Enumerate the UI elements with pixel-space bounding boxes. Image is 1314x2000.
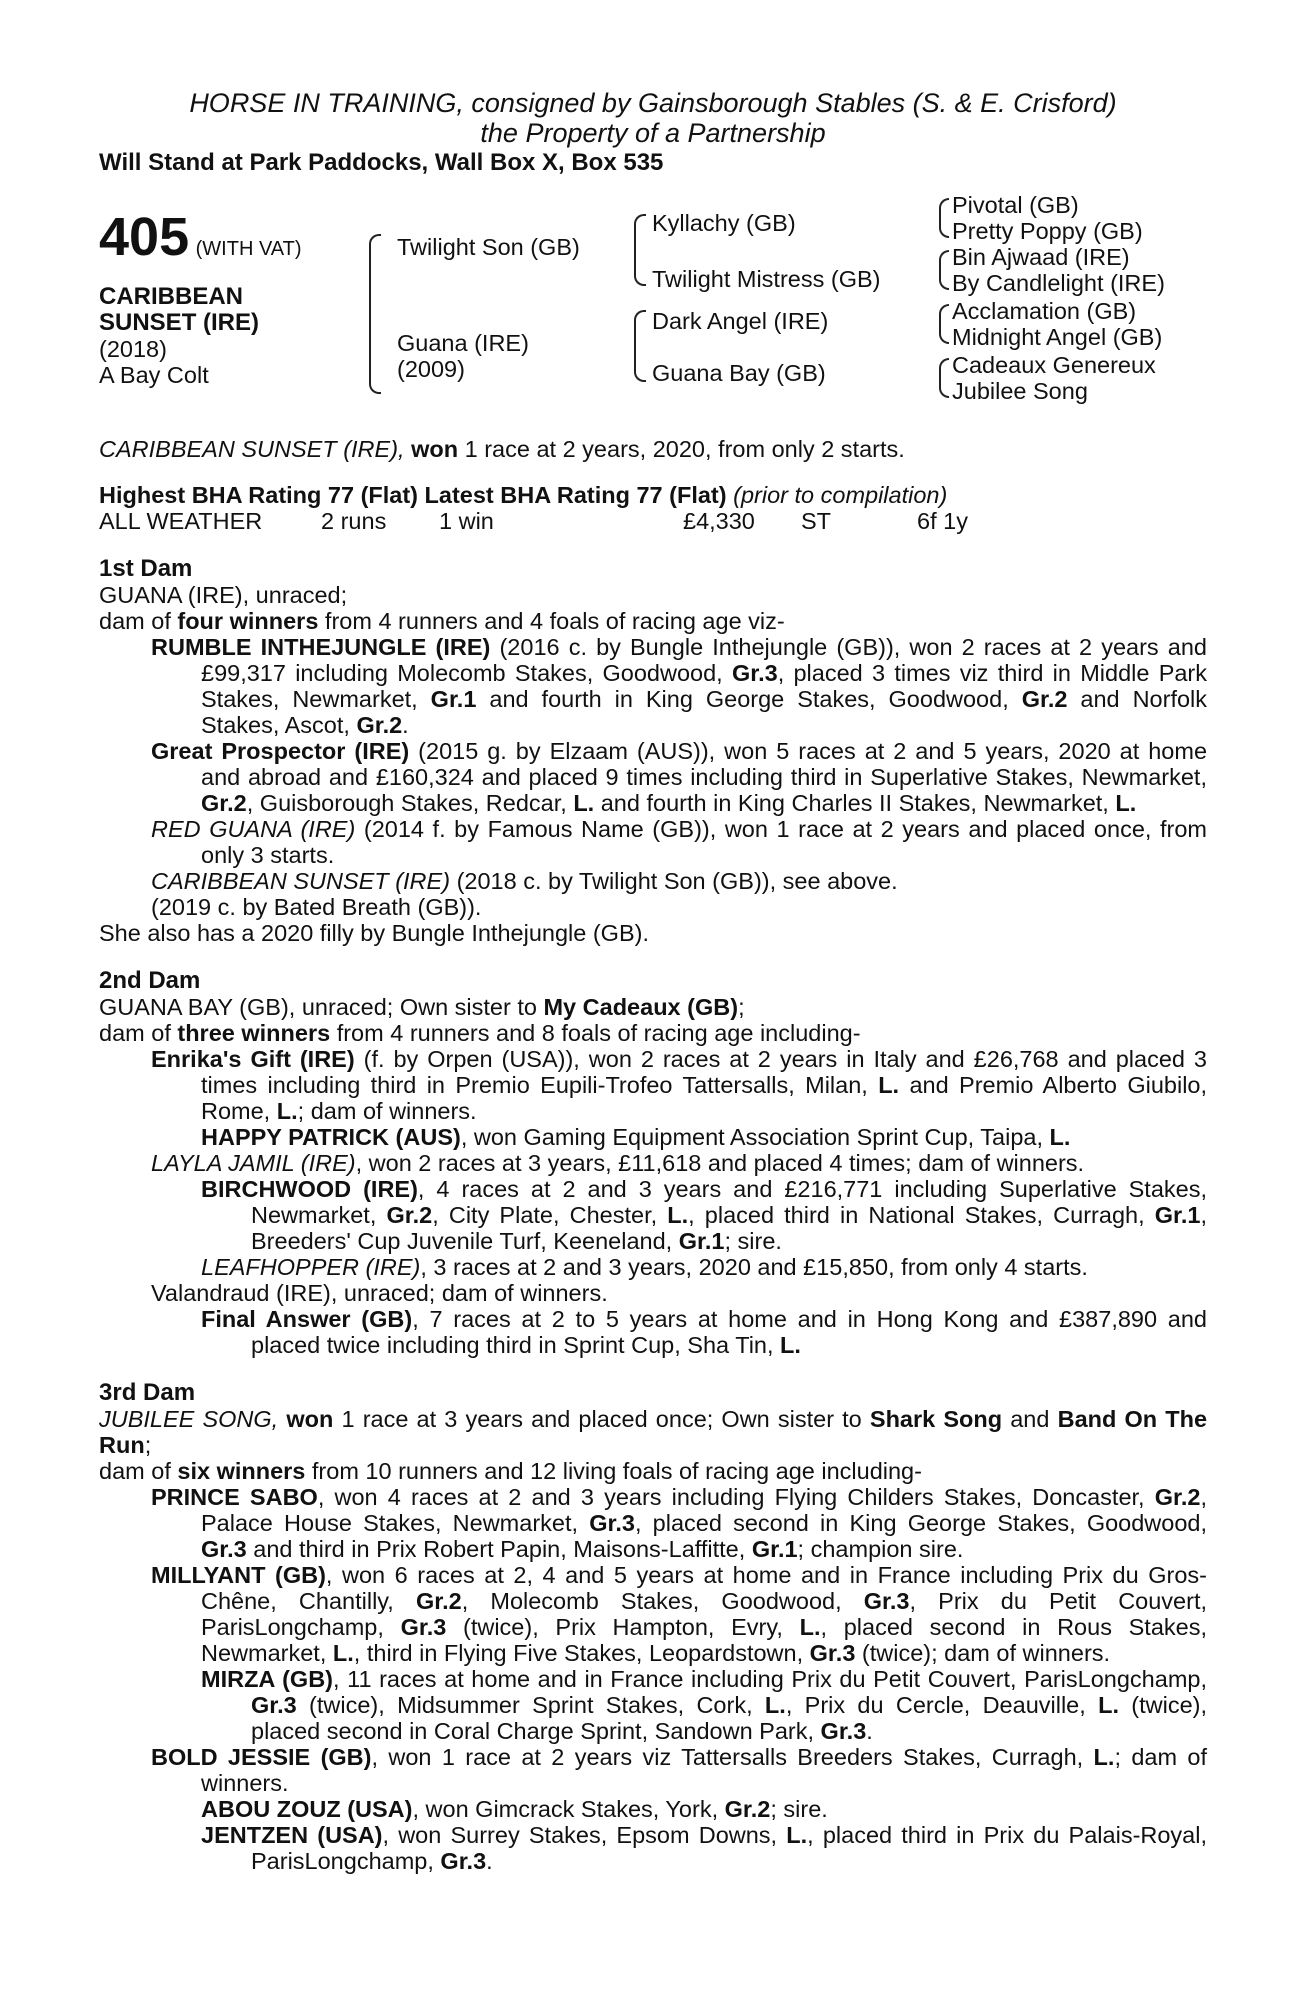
- summary-won: won: [411, 436, 459, 462]
- first-dam-note: She also has a 2020 filly by Bungle Inthejungle (GB).: [99, 920, 649, 946]
- dam-dam-dam: Jubilee Song: [952, 378, 1088, 404]
- grade: Gr.3: [589, 1510, 635, 1536]
- produce-entry: [99, 868, 1207, 894]
- text: .: [402, 712, 409, 738]
- text: , won 4 races at 2 and 3 years including Flying Childers Stakes, Doncaster,: [317, 1484, 1145, 1510]
- grade: L.: [780, 1332, 801, 1358]
- grade: Gr.1: [1154, 1202, 1201, 1228]
- text: , Guisborough Stakes, Redcar,: [246, 790, 567, 816]
- horse-name: Great Prospector (IRE): [151, 738, 410, 764]
- horse-name: PRINCE SABO: [151, 1484, 318, 1510]
- text: , placed second in King George Stakes, Goodwood,: [634, 1510, 1208, 1536]
- dam-sire: Dark Angel (IRE): [652, 308, 829, 334]
- produce-subentry: [99, 1176, 1207, 1254]
- summary-horse-name: CARIBBEAN SUNSET (IRE),: [99, 436, 405, 462]
- summary-rest: 1 race at 2 years, 2020, from only 2 starts.: [464, 436, 905, 462]
- text: , Prix du Petit Couvert, ParisLongchamp,: [201, 1588, 1208, 1640]
- text: , placed 3 times viz third in Middle Park Stakes, Newmarket,: [201, 660, 1208, 712]
- grade: L.: [786, 1822, 808, 1848]
- grade: Gr.2: [724, 1796, 771, 1822]
- horse-name: MIRZA (GB): [201, 1666, 334, 1692]
- form-wins: 1 win: [439, 508, 494, 534]
- form-surface: ALL WEATHER: [99, 508, 263, 534]
- text: ; dam of winners.: [201, 1744, 1207, 1796]
- text: from 10 runners and 12 living foals of racing age including-: [311, 1458, 922, 1484]
- text: , placed third in National Stakes, Curragh,: [688, 1202, 1145, 1228]
- grade: Gr.2: [1021, 686, 1068, 712]
- horse-name: HAPPY PATRICK (AUS): [201, 1124, 461, 1150]
- sire-dam: Twilight Mistress (GB): [652, 266, 881, 292]
- pedigree-brace-g3a: [939, 198, 949, 238]
- text: , 3 races at 2 and 3 years, 2020 and £15,850, from only 4 starts.: [420, 1254, 1088, 1280]
- form-distance: 6f 1y: [917, 508, 968, 534]
- first-dam-produce-summary: [99, 608, 1207, 634]
- text: , Molecomb Stakes, Goodwood,: [461, 1588, 842, 1614]
- horse-name: Final Answer (GB): [201, 1306, 413, 1332]
- horse-name: My Cadeaux (GB): [543, 994, 739, 1020]
- text: , 11 races at home and in France including Prix du Petit Couvert, ParisLongchamp,: [333, 1666, 1207, 1692]
- text: .: [486, 1848, 493, 1874]
- grade: L.: [573, 790, 595, 816]
- text: , placed third in Prix du Palais-Royal, ParisLongchamp,: [251, 1822, 1208, 1874]
- text: from 4 runners and 8 foals of racing age including-: [336, 1020, 861, 1046]
- grade: Gr.1: [678, 1228, 725, 1254]
- form-runs: 2 runs: [321, 508, 387, 534]
- text: ; dam of winners.: [297, 1098, 477, 1124]
- first-dam-line: GUANA (IRE), unraced;: [99, 582, 348, 608]
- horse-name: Band On The Run: [99, 1406, 1208, 1458]
- sire-sire-dam: Pretty Poppy (GB): [952, 218, 1143, 244]
- second-dam-produce-summary: [99, 1020, 1207, 1046]
- produce-entry: Valandraud (IRE), unraced; dam of winners.: [151, 1280, 608, 1306]
- text: (2016 c. by Bungle Inthejungle (GB)), won 2 races at 2 years and £99,317 including Molecomb Stakes, Goodwood,: [201, 634, 1207, 686]
- produce-entry: [99, 738, 1207, 816]
- text: GUANA BAY (GB), unraced; Own sister to: [99, 994, 537, 1020]
- text: , won 6 races at 2, 4 and 5 years at home and in France including Prix du Gros-Chêne, Chantilly,: [201, 1562, 1207, 1614]
- produce-entry: [99, 816, 1207, 868]
- produce-entry: [99, 1150, 1207, 1176]
- grade: Gr.2: [1154, 1484, 1201, 1510]
- grade: Gr.3: [251, 1692, 297, 1718]
- winners-count: six winners: [177, 1458, 306, 1484]
- grade: L.: [764, 1692, 786, 1718]
- horse-name: JENTZEN (USA): [201, 1822, 383, 1848]
- horse-name: CARIBBEAN SUNSET (IRE): [151, 868, 451, 894]
- grade: Gr.3: [809, 1640, 856, 1666]
- sire-sire-sire: Pivotal (GB): [952, 192, 1079, 218]
- produce-subentry: [99, 1822, 1207, 1874]
- pedigree-brace-dam: [634, 310, 646, 382]
- text: , won Gaming Equipment Association Sprint Cup, Taipa,: [460, 1124, 1043, 1150]
- produce-subentry: [99, 1306, 1207, 1358]
- text: (f. by Orpen (USA)), won 2 races at 2 years in Italy and £26,768 and placed 3 times including third in Premio Eupili-Trofeo Tattersalls, Milan,: [201, 1046, 1207, 1098]
- text: (twice), Midsummer Sprint Stakes, Cork,: [309, 1692, 753, 1718]
- dam-year: (2009): [397, 356, 465, 382]
- stand-location: Will Stand at Park Paddocks, Wall Box X, Box 535: [99, 149, 664, 176]
- text: , City Plate, Chester,: [432, 1202, 658, 1228]
- horse-name: Enrika's Gift (IRE): [151, 1046, 355, 1072]
- grade: Gr.2: [201, 790, 247, 816]
- dam-sire-sire: Acclamation (GB): [952, 298, 1137, 324]
- pedigree-brace-g3c: [939, 304, 949, 344]
- text: , won 2 races at 3 years, £11,618 and placed 4 times; dam of winners.: [355, 1150, 1085, 1176]
- winners-count: three winners: [177, 1020, 331, 1046]
- pedigree-brace-g3b: [939, 250, 949, 290]
- grade: L.: [799, 1614, 821, 1640]
- first-dam-heading: 1st Dam: [99, 555, 193, 582]
- third-dam-produce-summary: [99, 1458, 1207, 1484]
- pedigree-brace-main: [369, 234, 381, 394]
- rating-line: [99, 482, 1207, 508]
- text: (2015 g. by Elzaam (AUS)), won 5 races at 2 and 5 years, 2020 at home and abroad and £160,324 and placed 9 times including third in Superlative Stakes, Newmarket,: [201, 738, 1208, 790]
- dam-name: Guana (IRE): [397, 330, 529, 356]
- pedigree-brace-g3d: [939, 358, 949, 398]
- grade: L.: [276, 1098, 298, 1124]
- text: (twice), Prix Hampton, Evry,: [463, 1614, 783, 1640]
- text: , won 1 race at 2 years viz Tattersalls Breeders Stakes, Curragh,: [371, 1744, 1084, 1770]
- text: , Prix du Cercle, Deauville,: [785, 1692, 1086, 1718]
- winners-count: four winners: [177, 608, 319, 634]
- text: 1 race at 3 years and placed once; Own sister to: [341, 1406, 862, 1432]
- sire-dam-dam: By Candlelight (IRE): [952, 270, 1165, 296]
- grade: Gr.3: [863, 1588, 910, 1614]
- sire-sire: Kyllachy (GB): [652, 210, 796, 236]
- third-dam-heading: 3rd Dam: [99, 1379, 196, 1406]
- text: and fourth in King Charles II Stakes, Newmarket,: [600, 790, 1109, 816]
- ownership-line: the Property of a Partnership: [480, 118, 826, 148]
- produce-subentry: [99, 1666, 1207, 1744]
- grade: Gr.1: [430, 686, 477, 712]
- text: .: [866, 1718, 873, 1744]
- produce-subentry: [99, 1796, 1207, 1822]
- horse-name: LAYLA JAMIL (IRE): [151, 1150, 356, 1176]
- horse-description: A Bay Colt: [99, 362, 209, 388]
- text: dam of: [99, 1020, 171, 1046]
- grade: L.: [1098, 1692, 1119, 1718]
- produce-entry: (2019 c. by Bated Breath (GB)).: [151, 894, 482, 920]
- horse-name-line2: SUNSET (IRE): [99, 309, 260, 336]
- grade: L.: [667, 1202, 689, 1228]
- text: ; champion sire.: [797, 1536, 964, 1562]
- second-dam-line: [99, 994, 1207, 1020]
- produce-entry: [99, 1744, 1207, 1796]
- text: (2014 f. by Famous Name (GB)), won 1 race at 2 years and placed once, from only 3 starts.: [201, 816, 1207, 868]
- grade: Gr.1: [751, 1536, 798, 1562]
- grade: Gr.3: [820, 1718, 867, 1744]
- text: , Palace House Stakes, Newmarket,: [201, 1484, 1207, 1536]
- text: , placed second in Rous Stakes, Newmarket,: [201, 1614, 1207, 1666]
- horse-name: RED GUANA (IRE): [151, 816, 356, 842]
- text: from 4 runners and 4 foals of racing age viz-: [324, 608, 785, 634]
- text: ;: [738, 994, 745, 1020]
- text: ; sire.: [770, 1796, 828, 1822]
- lot-number: 405: [99, 207, 190, 267]
- text: dam of: [99, 1458, 171, 1484]
- produce-entry: [99, 1562, 1207, 1666]
- grade: Gr.2: [386, 1202, 433, 1228]
- dam-dam-sire: Cadeaux Genereux: [952, 352, 1156, 378]
- grade: Gr.2: [415, 1588, 462, 1614]
- grade: Gr.3: [400, 1614, 447, 1640]
- lot-number-group: [99, 207, 302, 267]
- won: won: [286, 1406, 334, 1432]
- text: , won Gimcrack Stakes, York,: [412, 1796, 719, 1822]
- grade: Gr.3: [731, 660, 778, 686]
- rating-values: Highest BHA Rating 77 (Flat) Latest BHA Rating 77 (Flat): [99, 482, 727, 508]
- horse-name: JUBILEE SONG,: [99, 1406, 279, 1432]
- text: and fourth in King George Stakes, Goodwood,: [489, 686, 1009, 712]
- horse-name-line1: CARIBBEAN: [99, 283, 243, 310]
- grade: Gr.2: [356, 712, 403, 738]
- grade: L.: [878, 1072, 900, 1098]
- grade: Gr.3: [201, 1536, 247, 1562]
- horse-name: ABOU ZOUZ (USA): [201, 1796, 413, 1822]
- text: ; sire.: [724, 1228, 782, 1254]
- text: and third in Prix Robert Papin, Maisons-Laffitte,: [253, 1536, 746, 1562]
- text: , 4 races at 2 and 3 years and £216,771 including Superlative Stakes, Newmarket,: [251, 1176, 1207, 1228]
- form-prize: £4,330: [683, 508, 755, 534]
- text: (twice); dam of winners.: [861, 1640, 1111, 1666]
- produce-entry: [99, 1484, 1207, 1562]
- text: , Breeders' Cup Juvenile Turf, Keeneland,: [251, 1202, 1207, 1254]
- produce-subentry: [99, 1254, 1207, 1280]
- catalogue-page: [99, 88, 1207, 1874]
- sire-name: Twilight Son (GB): [397, 234, 580, 260]
- produce-entry: [99, 1046, 1207, 1124]
- grade: L.: [1115, 790, 1137, 816]
- grade: L.: [1049, 1124, 1071, 1150]
- text: and Norfolk Stakes, Ascot,: [201, 686, 1208, 738]
- vat-note: (WITH VAT): [195, 238, 302, 260]
- produce-entry: [99, 634, 1207, 738]
- grade: Gr.3: [440, 1848, 487, 1874]
- horse-name: BOLD JESSIE (GB): [151, 1744, 372, 1770]
- grade: L.: [332, 1640, 354, 1666]
- text: (twice), placed second in Coral Charge Sprint, Sandown Park,: [251, 1692, 1208, 1744]
- text: ;: [144, 1432, 152, 1458]
- form-course: ST: [801, 508, 832, 534]
- text: , 7 races at 2 to 5 years at home and in Hong Kong and £387,890 and placed twice including third in Sprint Cup, Sha Tin,: [251, 1306, 1207, 1358]
- dam-dam: Guana Bay (GB): [652, 360, 826, 386]
- dam-sire-dam: Midnight Angel (GB): [952, 324, 1163, 350]
- produce-subentry: [99, 1124, 1207, 1150]
- text: (2018 c. by Twilight Son (GB)), see above.: [456, 868, 898, 894]
- grade: L.: [1093, 1744, 1115, 1770]
- rating-note: (prior to compilation): [733, 482, 948, 508]
- text: and: [1010, 1406, 1050, 1432]
- horse-name: LEAFHOPPER (IRE): [201, 1254, 421, 1280]
- consignor-line: HORSE IN TRAINING, consigned by Gainsborough Stables (S. & E. Crisford): [189, 88, 1117, 118]
- horse-name: RUMBLE INTHEJUNGLE (IRE): [151, 634, 491, 660]
- form-row: [99, 508, 1207, 534]
- sire-dam-sire: Bin Ajwaad (IRE): [952, 244, 1130, 270]
- second-dam-heading: 2nd Dam: [99, 967, 201, 994]
- text: and Premio Alberto Giubilo, Rome,: [201, 1072, 1208, 1124]
- text: , won Surrey Stakes, Epsom Downs,: [382, 1822, 778, 1848]
- pedigree-block: [99, 192, 1207, 428]
- third-dam-line: [99, 1406, 1207, 1458]
- text: , third in Flying Five Stakes, Leopardstown,: [353, 1640, 804, 1666]
- horse-name: Shark Song: [869, 1406, 1003, 1432]
- text: dam of: [99, 608, 171, 634]
- horse-name: MILLYANT (GB): [151, 1562, 326, 1588]
- foaling-year: (2018): [99, 336, 167, 362]
- pedigree-brace-sire: [634, 214, 646, 286]
- race-summary: [99, 436, 1207, 462]
- horse-name: BIRCHWOOD (IRE): [201, 1176, 418, 1202]
